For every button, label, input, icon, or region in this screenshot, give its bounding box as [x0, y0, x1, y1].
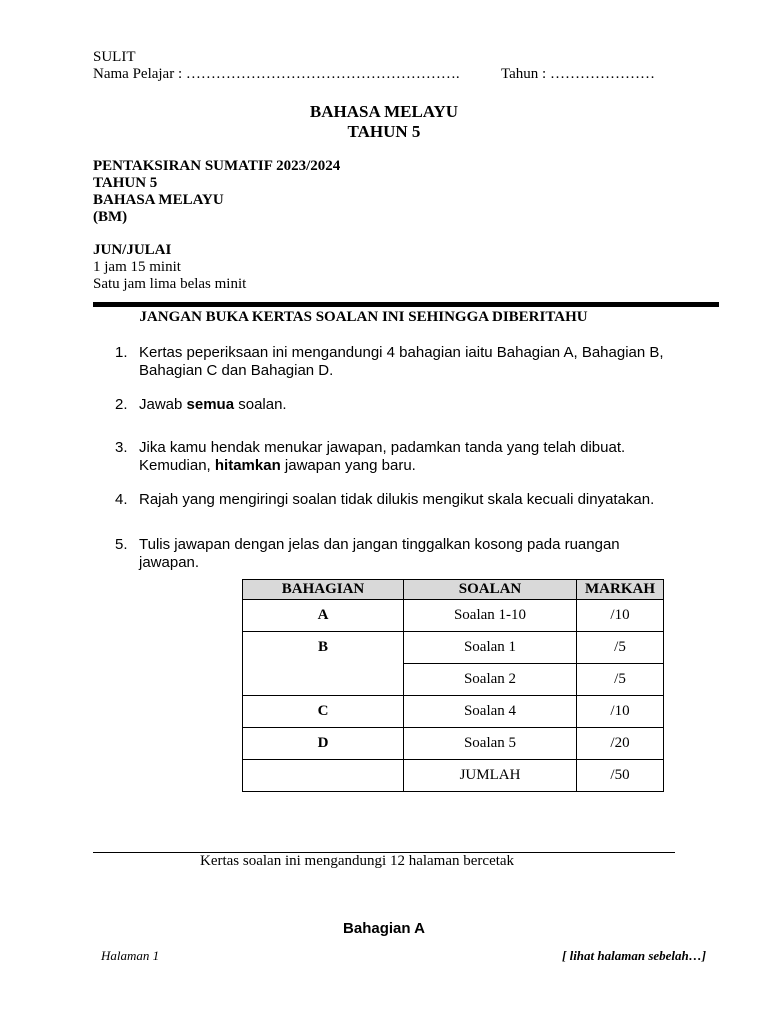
question-cell: Soalan 5: [404, 728, 577, 760]
warning-notice: JANGAN BUKA KERTAS SOALAN INI SEHINGGA DIBERITAHU: [139, 309, 588, 325]
exam-subject: BAHASA MELAYU: [93, 192, 224, 208]
column-header: SOALAN: [404, 580, 577, 600]
marks-cell: /10: [577, 600, 664, 632]
marks-table: [242, 579, 664, 792]
exam-code: (BM): [93, 209, 128, 225]
document-title: [0, 102, 768, 142]
instruction-number: 2.: [115, 396, 128, 413]
exam-info: [93, 158, 340, 226]
column-header: MARKAH: [577, 580, 664, 600]
table-row: [243, 600, 664, 632]
table-row: [243, 664, 664, 696]
marks-cell: /5: [577, 632, 664, 664]
section-cell: [243, 664, 404, 696]
section-cell: D: [243, 728, 404, 760]
next-page-note: [ lihat halaman sebelah…]: [562, 948, 707, 963]
section-cell: C: [243, 696, 404, 728]
table-row: [243, 760, 664, 792]
instruction-number: 3.: [115, 439, 128, 456]
page-count-note: Kertas soalan ini mengandungi 12 halaman bercetak: [200, 853, 515, 869]
question-cell: Soalan 1-10: [404, 600, 577, 632]
question-cell: JUMLAH: [404, 760, 577, 792]
year-field: Tahun : …………………: [501, 66, 655, 82]
question-cell: Soalan 1: [404, 632, 577, 664]
question-cell: Soalan 2: [404, 664, 577, 696]
column-header: BAHAGIAN: [243, 580, 404, 600]
instruction-text: Tulis jawapan dengan jelas dan jangan tinggalkan kosong pada ruangan jawapan.: [139, 536, 620, 571]
instruction-text: Jika kamu hendak menukar jawapan, padamkan tanda yang telah dibuat. Kemudian, hitamkan jawapan yang baru.: [139, 439, 626, 474]
marks-cell: /10: [577, 696, 664, 728]
instruction-number: 5.: [115, 536, 128, 553]
table-row: [243, 728, 664, 760]
divider: [93, 302, 719, 307]
section-cell: A: [243, 600, 404, 632]
section-heading: Bahagian A: [343, 920, 425, 937]
page-number: Halaman 1: [101, 948, 160, 963]
table-row: [243, 632, 664, 664]
section-cell: [243, 760, 404, 792]
marks-cell: /5: [577, 664, 664, 696]
instruction-text: Rajah yang mengiringi soalan tidak dilukis mengikut skala kecuali dinyatakan.: [139, 491, 655, 508]
question-cell: Soalan 4: [404, 696, 577, 728]
time-info: [93, 242, 246, 293]
instruction-text: Kertas peperiksaan ini mengandungi 4 bahagian iaitu Bahagian A, Bahagian B, Bahagian C dan Bahagian D.: [139, 344, 664, 379]
exam-assessment: PENTAKSIRAN SUMATIF 2023/2024: [93, 158, 341, 174]
student-name-field: Nama Pelajar : ……………………………………………….: [93, 66, 460, 82]
instruction-text: Jawab semua soalan.: [139, 396, 287, 413]
exam-grade: TAHUN 5: [93, 175, 158, 191]
title-subject: BAHASA MELAYU: [309, 102, 459, 121]
title-grade: TAHUN 5: [347, 122, 421, 141]
classification-label: SULIT: [93, 49, 136, 65]
section-cell: B: [243, 632, 404, 664]
exam-duration-words: Satu jam lima belas minit: [93, 276, 247, 292]
instruction-number: 1.: [115, 344, 128, 361]
marks-cell: /20: [577, 728, 664, 760]
table-row: [243, 696, 664, 728]
marks-cell: /50: [577, 760, 664, 792]
instruction-number: 4.: [115, 491, 128, 508]
exam-session: JUN/JULAI: [93, 242, 172, 258]
exam-duration: 1 jam 15 minit: [93, 259, 181, 275]
table-header-row: [243, 580, 664, 600]
